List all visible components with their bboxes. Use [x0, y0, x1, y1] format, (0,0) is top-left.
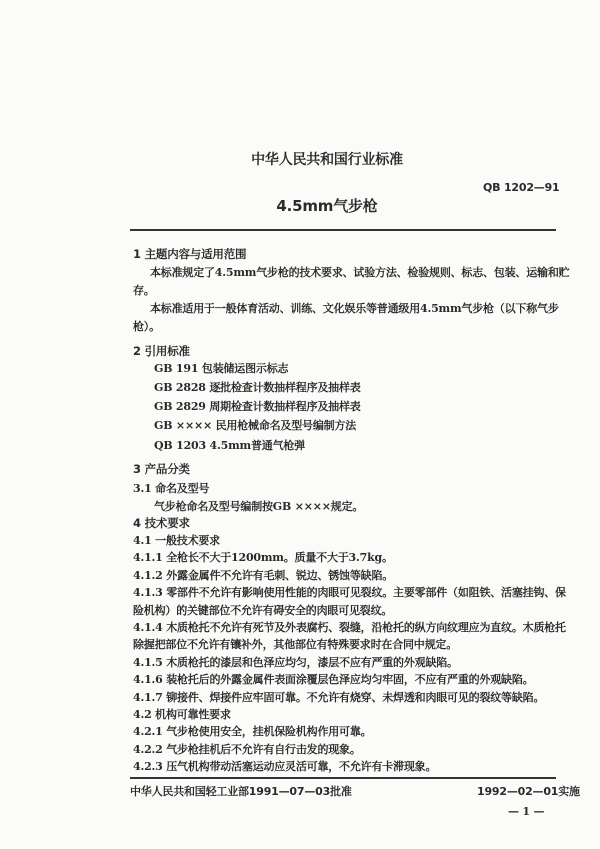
clause-line: 4.2.3 压气机构带动活塞运动应灵活可靠，不允许有卡滞现象。: [133, 760, 437, 773]
section-1-heading: 1 主题内容与适用范围: [133, 247, 247, 261]
effective-date: 1992—02—01实施: [477, 785, 580, 798]
page-number: — 1 —: [508, 805, 545, 818]
clause-line: 4.1.3 零部件不允许有影响使用性能的肉眼可见裂纹。主要零部件（如阻铁、活塞挂钩、保: [133, 586, 566, 599]
clause-line: 4.2.1 气步枪使用安全，挂机保险机构作用可靠。: [133, 725, 372, 738]
reference-item: GB 2828 逐批检查计数抽样程序及抽样表: [154, 381, 361, 394]
reference-item: GB 191 包装储运图示标志: [154, 362, 289, 375]
org-title: 中华人民共和国行业标准: [251, 152, 403, 168]
clause-line: 4.1.6 装枪托后的外露金属件表面涂覆层色泽应均匀牢固，不应有严重的外观缺陷。: [133, 673, 534, 686]
title-rule: [130, 229, 556, 231]
paragraph: 枪）。: [133, 320, 160, 333]
subsection-heading: 3.1 命名及型号: [133, 482, 210, 495]
footer-rule: [130, 777, 556, 779]
standard-code: QB 1202—91: [483, 181, 560, 194]
clause-line: 4.1.7 铆接件、焊接件应牢固可靠。不允许有烧穿、未焊透和肉眼可见的裂纹等缺陷。: [133, 691, 545, 704]
clause-line: 4.2 机构可靠性要求: [133, 708, 231, 721]
section-4-heading: 4 技术要求: [133, 516, 190, 530]
clause-line: 4.2.2 气步枪挂机后不允许有自行击发的现象。: [133, 743, 361, 756]
clause-line: 4.1.1 全枪长不大于1200mm。质量不大于3.7kg。: [133, 551, 393, 564]
paragraph: 本标准规定了4.5mm气步枪的技术要求、试验方法、检验规则、标志、包装、运输和贮: [150, 266, 570, 279]
document-title: 4.5mm气步枪: [276, 197, 378, 215]
paragraph: 本标准适用于一般体育活动、训练、文化娱乐等普通级用4.5mm气步枪（以下称气步: [150, 302, 559, 315]
paragraph: 气步枪命名及型号编制按GB ××××规定。: [154, 500, 364, 513]
reference-item: GB ×××× 民用枪械命名及型号编制方法: [154, 419, 357, 432]
clause-line: 除握把部位不允许有镶补外，其他部位有特殊要求时在合同中规定。: [133, 638, 457, 651]
clause-line: 4.1 一般技术要求: [133, 534, 220, 547]
section-2-heading: 2 引用标准: [133, 344, 190, 358]
reference-item: GB 2829 周期检查计数抽样程序及抽样表: [154, 400, 361, 413]
paragraph: 存。: [133, 284, 155, 297]
reference-item: QB 1203 4.5mm普通气枪弹: [154, 439, 305, 452]
approval-line: 中华人民共和国轻工业部1991—07—03批准: [130, 785, 352, 798]
clause-line: 4.1.5 木质枪托的漆层和色泽应均匀，漆层不应有严重的外观缺陷。: [133, 656, 458, 669]
section-3-heading: 3 产品分类: [133, 462, 190, 476]
clause-line: 4.1.4 木质枪托不允许有死节及外表腐朽、裂缝，沿枪托的纵方向纹理应为直纹。木质枪托: [133, 621, 566, 634]
clause-line: 险机构）的关键部位不允许有碍安全的肉眼可见裂纹。: [133, 604, 393, 617]
clause-line: 4.1.2 外露金属件不允许有毛刺、锐边、锈蚀等缺陷。: [133, 569, 394, 582]
